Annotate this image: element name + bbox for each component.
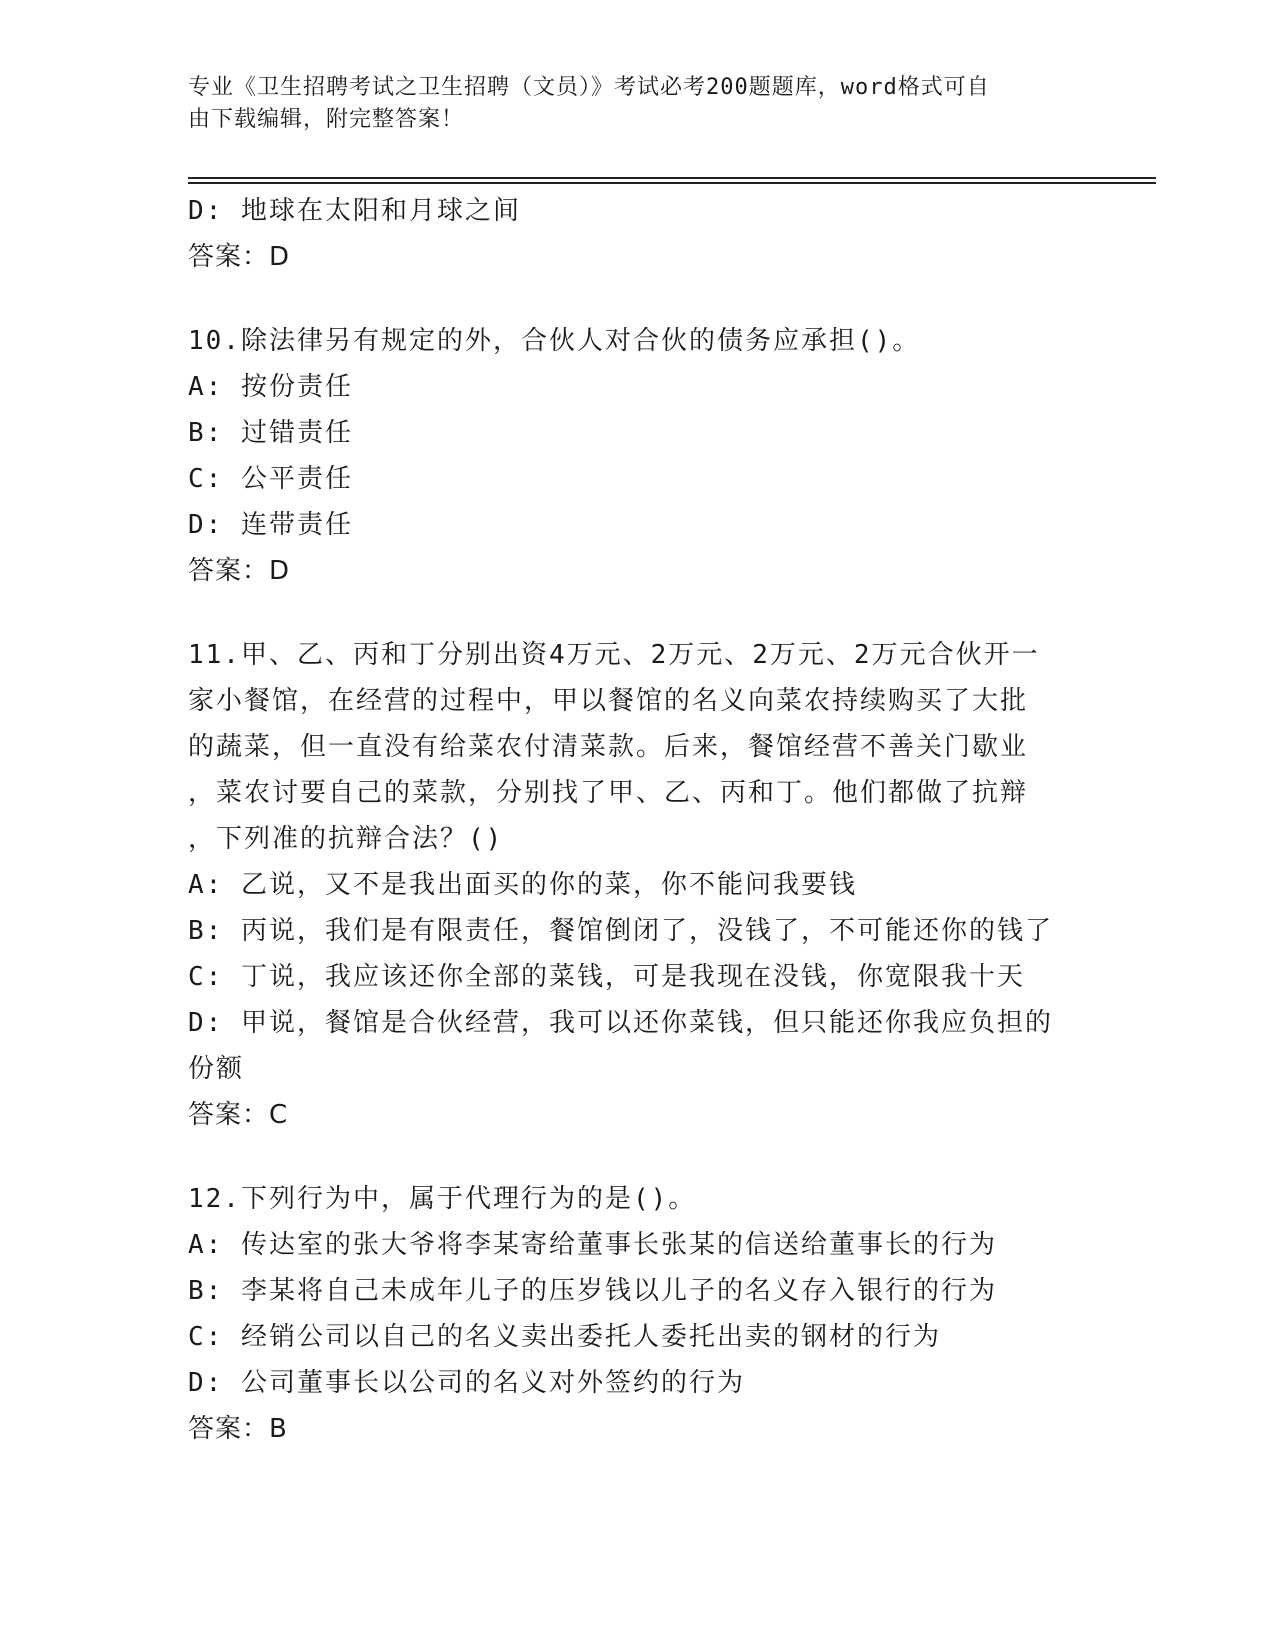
document-body bbox=[188, 188, 1088, 1452]
option-b: B: 过错责任 bbox=[188, 418, 353, 448]
header-rule-top bbox=[188, 177, 1156, 179]
option-c: C: 经销公司以自己的名义卖出委托人委托出卖的钢材的行为 bbox=[188, 1322, 941, 1352]
previous-question-tail bbox=[188, 188, 1088, 280]
option-d-continued: 份额 bbox=[188, 1054, 245, 1084]
question-text: 10.除法律另有规定的外，合伙人对合伙的债务应承担()。 bbox=[188, 326, 921, 356]
answer-line: 答案：C bbox=[188, 1100, 289, 1130]
answer-line: 答案：D bbox=[188, 556, 291, 586]
option-a: A: 按份责任 bbox=[188, 372, 353, 402]
option-a: A: 乙说，又不是我出面买的你的菜，你不能问我要钱 bbox=[188, 870, 857, 900]
option-a: A: 传达室的张大爷将李某寄给董事长张某的信送给董事长的行为 bbox=[188, 1230, 997, 1260]
option-d: D: 地球在太阳和月球之间 bbox=[188, 196, 521, 226]
option-d: D: 公司董事长以公司的名义对外签约的行为 bbox=[188, 1368, 745, 1398]
option-b: B: 丙说，我们是有限责任，餐馆倒闭了，没钱了，不可能还你的钱了 bbox=[188, 916, 1053, 946]
question-text-line: ，菜农讨要自己的菜款，分别找了甲、乙、丙和丁。他们都做了抗辩 bbox=[188, 778, 1029, 808]
option-d: D: 连带责任 bbox=[188, 510, 353, 540]
question-12 bbox=[188, 1176, 1088, 1452]
option-c: C: 公平责任 bbox=[188, 464, 353, 494]
option-d: D: 甲说，餐馆是合伙经营，我可以还你菜钱，但只能还你我应负担的 bbox=[188, 1008, 1053, 1038]
document-header bbox=[188, 72, 1088, 136]
question-11 bbox=[188, 632, 1088, 1138]
header-line-1: 专业《卫生招聘考试之卫生招聘（文员）》考试必考200题题库，word格式可自 bbox=[188, 75, 990, 100]
question-text-line: 家小餐馆，在经营的过程中，甲以餐馆的名义向菜农持续购买了大批 bbox=[188, 686, 1029, 716]
question-text-line: ，下列准的抗辩合法？() bbox=[188, 824, 504, 854]
option-c: C: 丁说，我应该还你全部的菜钱，可是我现在没钱，你宽限我十天 bbox=[188, 962, 1025, 992]
answer-line: 答案：B bbox=[188, 1414, 288, 1444]
header-rule-bottom bbox=[188, 182, 1156, 184]
question-text: 12.下列行为中，属于代理行为的是()。 bbox=[188, 1184, 697, 1214]
answer-line: 答案：D bbox=[188, 242, 291, 272]
header-line-2: 由下载编辑，附完整答案！ bbox=[188, 107, 465, 132]
question-10 bbox=[188, 318, 1088, 594]
question-text-line: 的蔬菜，但一直没有给菜农付清菜款。后来，餐馆经营不善关门歇业 bbox=[188, 732, 1029, 762]
question-text-line: 11.甲、乙、丙和丁分别出资4万元、2万元、2万元、2万元合伙开一 bbox=[188, 640, 1040, 670]
option-b: B: 李某将自己未成年儿子的压岁钱以儿子的名义存入银行的行为 bbox=[188, 1276, 997, 1306]
